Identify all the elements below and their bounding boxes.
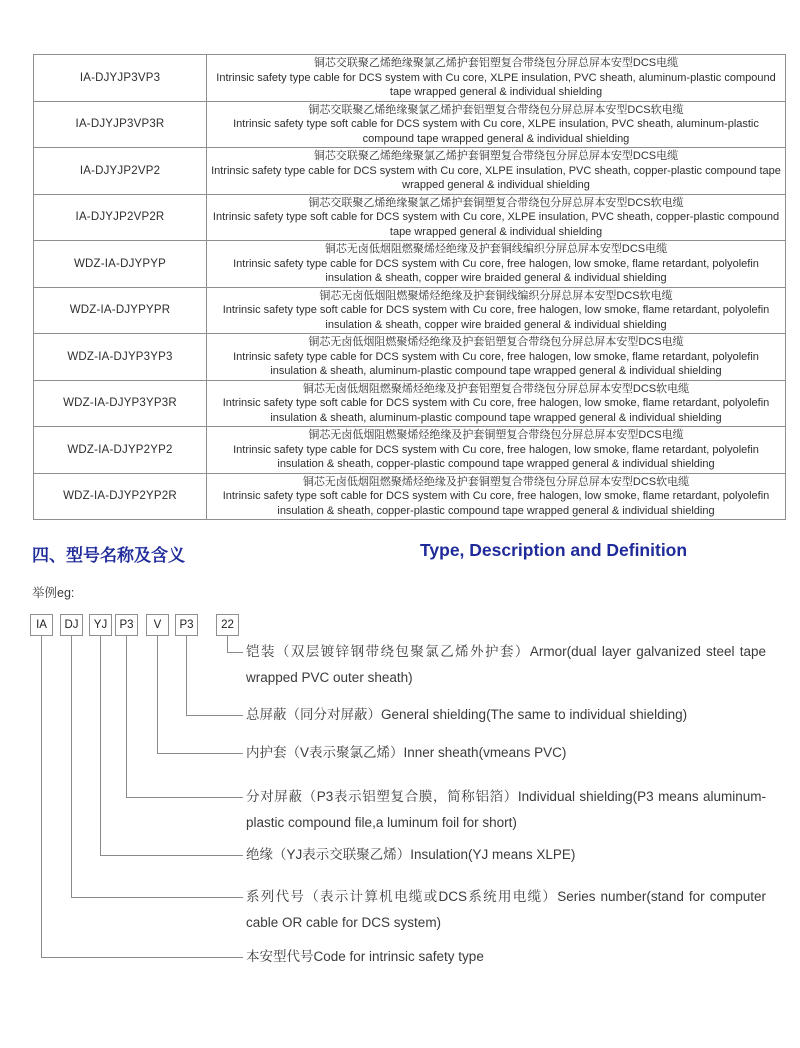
cable-desc-cell bbox=[207, 101, 786, 148]
label-individual-shielding bbox=[246, 784, 766, 836]
label-en: Insulation(YJ means XLPE) bbox=[410, 847, 576, 862]
desc-cn: 铜芯无卤低烟阻燃聚烯烃绝缘及护套铜塑复合带绕包分屏总屏本安型DCS电缆 bbox=[308, 429, 684, 441]
code-box-dj: DJ bbox=[60, 614, 83, 636]
connector-v-general-shielding bbox=[186, 636, 187, 715]
label-en: General shielding(The same to individual shielding) bbox=[381, 707, 688, 722]
connector-h-armor bbox=[227, 652, 243, 653]
code-box-p3b: P3 bbox=[175, 614, 198, 636]
connector-h-series-number bbox=[71, 897, 243, 898]
cable-desc-cell bbox=[207, 380, 786, 427]
cable-desc-cell bbox=[207, 194, 786, 241]
label-cn: 分对屏蔽（P3表示铝塑复合膜，简称铝箔） bbox=[246, 789, 518, 804]
desc-en: Intrinsic safety type cable for DCS system with Cu core, free halogen, low smoke, flame retardant, polyolefin insulation & sheath, aluminum-plastic compound tape wrapped general & individual shielding bbox=[233, 350, 759, 377]
connector-h-individual-shielding bbox=[126, 797, 243, 798]
cable-code-cell: WDZ-IA-DJYP3YP3R bbox=[34, 380, 207, 427]
label-insulation bbox=[246, 842, 766, 868]
label-cn: 铠装（双层镀锌钢带绕包聚氯乙烯外护套） bbox=[246, 644, 530, 659]
table-row bbox=[34, 101, 786, 148]
cable-spec-table bbox=[33, 54, 786, 520]
desc-cn: 铜芯无卤低烟阻燃聚烯烃绝缘及护套铜塑复合带绕包分屏总屏本安型DCS软电缆 bbox=[302, 475, 690, 488]
table-row bbox=[34, 473, 786, 520]
code-box-ia: IA bbox=[30, 614, 53, 636]
label-cn: 内护套（V表示聚氯乙烯） bbox=[246, 745, 404, 760]
connector-v-insulation bbox=[100, 636, 101, 855]
desc-en: Intrinsic safety type cable for DCS system with Cu core, free halogen, low smoke, flame retardant, polyolefin insulation & sheath, copper-plastic compound tape wrapped general & individual shielding bbox=[233, 443, 759, 470]
code-box-22: 22 bbox=[216, 614, 239, 636]
desc-en: Intrinsic safety type soft cable for DCS system with Cu core, XLPE insulation, PVC sheath, aluminum-plastic compound tape wrapped general & individual shielding bbox=[233, 118, 759, 145]
connector-v-inner-sheath bbox=[157, 636, 158, 753]
desc-en: Intrinsic safety type soft cable for DCS system with Cu core, free halogen, low smoke, flame retardant, polyolefin insulation & sheath, copper-plastic compound tape wrapped general & individual shielding bbox=[222, 490, 770, 517]
desc-en: Intrinsic safety type soft cable for DCS system with Cu core, free halogen, low smoke, flame retardant, polyolefin insulation & sheath, aluminum-plastic compound tape wrapped general & individual shielding bbox=[222, 397, 770, 424]
label-cn: 系列代号（表示计算机电缆或DCS系统用电缆） bbox=[246, 889, 558, 904]
cable-code-cell: WDZ-IA-DJYPYPR bbox=[34, 287, 207, 334]
table-row bbox=[34, 380, 786, 427]
desc-en: Intrinsic safety type soft cable for DCS system with Cu core, free halogen, low smoke, flame retardant, polyolefin insulation & sheath, copper wire braided general & individual shielding bbox=[222, 304, 770, 331]
label-inner-sheath bbox=[246, 740, 766, 766]
cable-desc-cell bbox=[207, 55, 786, 102]
table-row bbox=[34, 55, 786, 102]
desc-cn: 铜芯无卤低烟阻燃聚烯烃绝缘及护套铜线编织分屏总屏本安型DCS电缆 bbox=[324, 243, 668, 255]
desc-cn: 铜芯无卤低烟阻燃聚烯烃绝缘及护套铝塑复合带绕包分屏总屏本安型DCS软电缆 bbox=[302, 382, 690, 395]
label-en: Armor(dual layer galvanized steel tape wrapped PVC outer sheath) bbox=[246, 644, 767, 685]
connector-v-intrinsic-code bbox=[41, 636, 42, 957]
cable-code-cell: WDZ-IA-DJYP2YP2R bbox=[34, 473, 207, 520]
cable-desc-cell bbox=[207, 473, 786, 520]
label-cn: 总屏蔽（同分对屏蔽） bbox=[246, 707, 381, 722]
label-armor bbox=[246, 639, 766, 691]
table-row bbox=[34, 194, 786, 241]
desc-en: Intrinsic safety type cable for DCS system with Cu core, XLPE insulation, PVC sheath, aluminum-plastic compound tape wrapped general & individual shielding bbox=[216, 71, 776, 98]
table-row bbox=[34, 334, 786, 381]
label-cn: 本安型代号 bbox=[246, 949, 314, 964]
example-label: 举例eg: bbox=[32, 586, 75, 600]
desc-cn: 铜芯交联聚乙烯绝缘聚氯乙烯护套铜塑复合带绕包分屏总屏本安型DCS软电缆 bbox=[308, 196, 684, 209]
label-intrinsic-code bbox=[246, 944, 766, 970]
cable-desc-cell bbox=[207, 334, 786, 381]
table-row bbox=[34, 241, 786, 288]
desc-cn: 铜芯交联聚乙烯绝缘聚氯乙烯护套铜塑复合带绕包分屏总屏本安型DCS电缆 bbox=[313, 150, 679, 162]
label-series-number bbox=[246, 884, 766, 936]
connector-v-series-number bbox=[71, 636, 72, 897]
connector-h-inner-sheath bbox=[157, 753, 243, 754]
desc-en: Intrinsic safety type cable for DCS system with Cu core, XLPE insulation, PVC sheath, copper-plastic compound tape wrapped general & individual shielding bbox=[211, 164, 781, 191]
desc-cn: 铜芯交联聚乙烯绝缘聚氯乙烯护套铝塑复合带绕包分屏总屏本安型DCS电缆 bbox=[313, 57, 679, 69]
cable-code-cell: WDZ-IA-DJYPYP bbox=[34, 241, 207, 288]
cable-desc-cell bbox=[207, 287, 786, 334]
connector-h-general-shielding bbox=[186, 715, 243, 716]
label-cn: 绝缘（YJ表示交联聚乙烯） bbox=[246, 847, 411, 862]
cable-desc-cell bbox=[207, 427, 786, 474]
connector-h-insulation bbox=[100, 855, 243, 856]
label-en: Series number(stand for computer cable OR cable for DCS system) bbox=[246, 889, 766, 930]
code-box-yj: YJ bbox=[89, 614, 112, 636]
cable-code-cell: IA-DJYJP3VP3 bbox=[34, 55, 207, 102]
label-en: Code for intrinsic safety type bbox=[313, 949, 484, 964]
code-box-v: V bbox=[146, 614, 169, 636]
label-en: Individual shielding(P3 means aluminum-plastic compound file,a luminum foil for short) bbox=[246, 789, 767, 830]
cable-code-cell: IA-DJYJP2VP2 bbox=[34, 148, 207, 195]
label-general-shielding bbox=[246, 702, 766, 728]
desc-cn: 铜芯无卤低烟阻燃聚烯烃绝缘及护套铝塑复合带绕包分屏总屏本安型DCS电缆 bbox=[308, 336, 684, 348]
desc-en: Intrinsic safety type cable for DCS system with Cu core, free halogen, low smoke, flame retardant, polyolefin insulation & sheath, copper wire braided general & individual shielding bbox=[233, 257, 759, 284]
connector-v-individual-shielding bbox=[126, 636, 127, 797]
desc-cn: 铜芯无卤低烟阻燃聚烯烃绝缘及护套铜线编织分屏总屏本安型DCS软电缆 bbox=[319, 289, 673, 302]
cable-code-cell: IA-DJYJP3VP3R bbox=[34, 101, 207, 148]
cable-code-cell: WDZ-IA-DJYP2YP2 bbox=[34, 427, 207, 474]
cable-desc-cell bbox=[207, 148, 786, 195]
connector-h-intrinsic-code bbox=[41, 957, 243, 958]
cable-code-cell: WDZ-IA-DJYP3YP3 bbox=[34, 334, 207, 381]
label-en: Inner sheath(vmeans PVC) bbox=[403, 745, 567, 760]
desc-cn: 铜芯交联聚乙烯绝缘聚氯乙烯护套铝塑复合带绕包分屏总屏本安型DCS软电缆 bbox=[308, 103, 684, 116]
desc-en: Intrinsic safety type soft cable for DCS system with Cu core, XLPE insulation, PVC sheath, copper-plastic compound tape wrapped general & individual shielding bbox=[212, 211, 780, 238]
section-heading-cn: 四、型号名称及含义 bbox=[32, 546, 185, 565]
table-row bbox=[34, 427, 786, 474]
code-box-p3a: P3 bbox=[115, 614, 138, 636]
table-row bbox=[34, 287, 786, 334]
section-heading-en: Type, Description and Definition bbox=[420, 540, 688, 560]
connector-v-armor bbox=[227, 636, 228, 652]
cable-desc-cell bbox=[207, 241, 786, 288]
table-row bbox=[34, 148, 786, 195]
cable-code-cell: IA-DJYJP2VP2R bbox=[34, 194, 207, 241]
